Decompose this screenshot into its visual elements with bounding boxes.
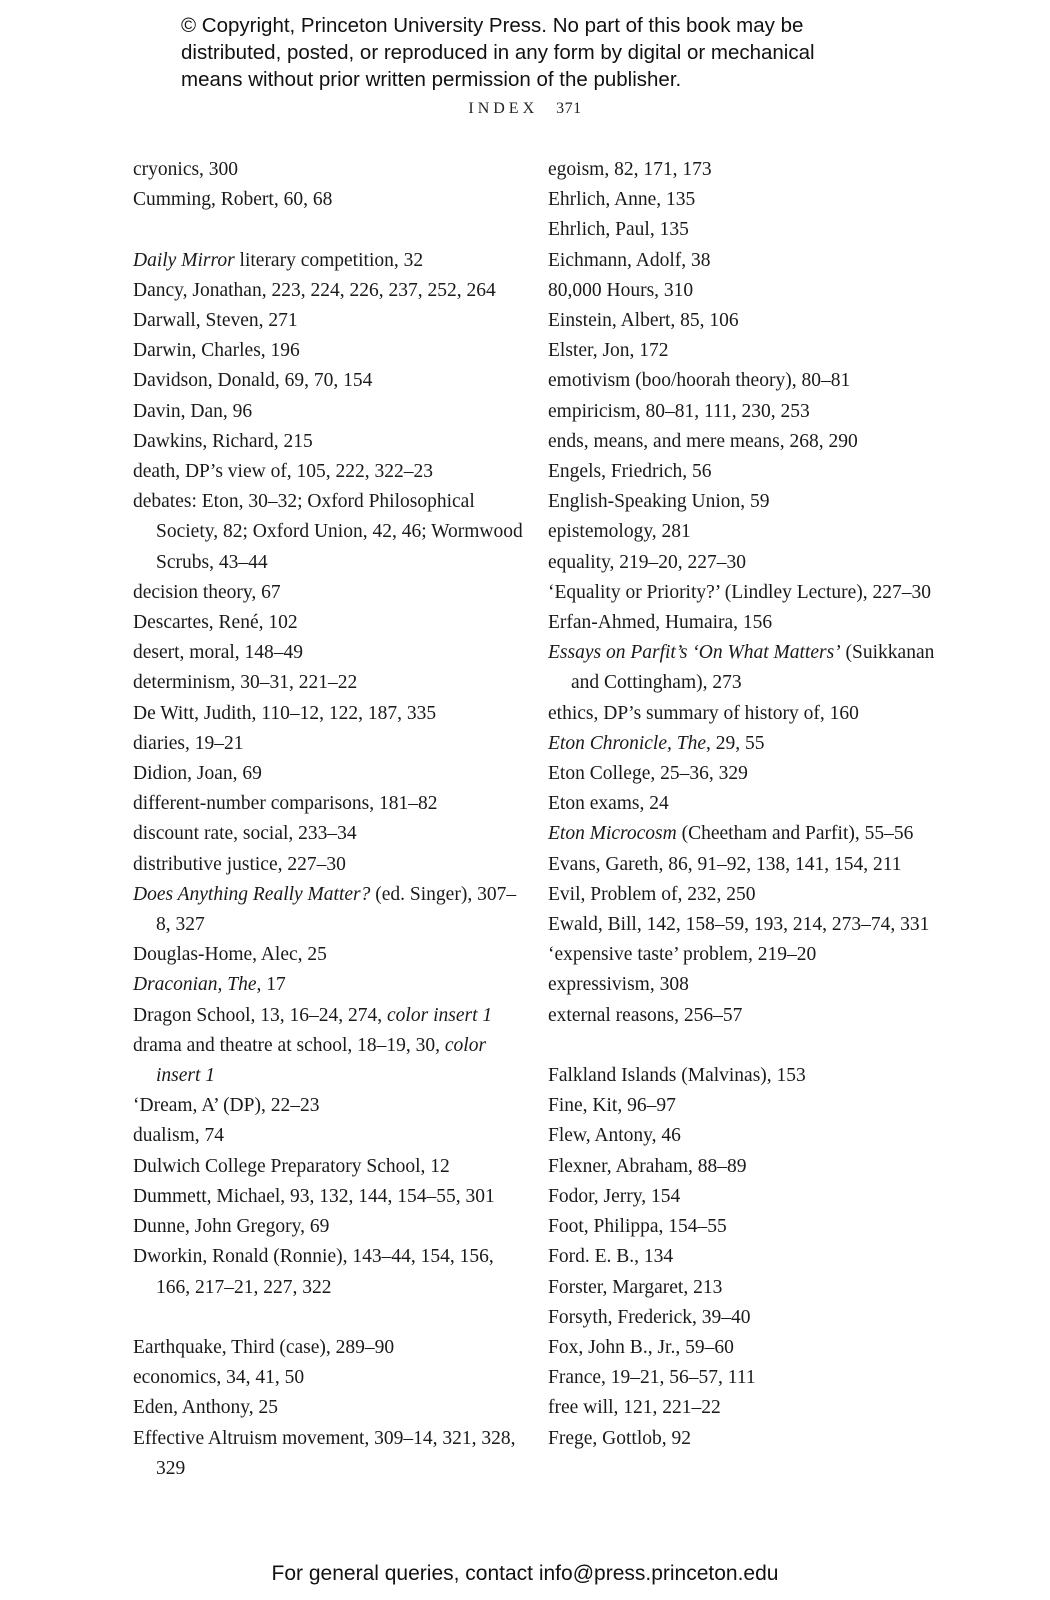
index-entry-text: Fine, Kit, 96–97 [548,1095,676,1117]
index-entry-text: 80,000 Hours, 310 [548,279,694,301]
index-entry [548,185,948,215]
index-entry-text: diaries, 19–21 [133,732,244,754]
index-entry [133,397,523,427]
index-entry-text: (Cheetham and Parfit), 55–56 [676,823,914,845]
index-entry-text: Ehrlich, Paul, 135 [548,219,689,241]
index-entry [548,1424,948,1454]
index-entry-text: decision theory, 67 [133,581,281,603]
index-entry [548,517,948,547]
index-entry-text: Darwin, Charles, 196 [133,340,300,362]
index-entry [133,638,523,668]
index-entry-text: death, DP’s view of, 105, 222, 322–23 [133,461,434,483]
index-entry [548,819,948,849]
index-entry [133,970,523,1000]
index-entry [133,366,523,396]
index-entry-text: debates: Eton, 30–32; Oxford Philosophical Society, 82; Oxford Union, 42, 46; Wormwood Scrubs, 43–44 [133,491,523,573]
index-entry-text: desert, moral, 148–49 [133,642,304,664]
index-entry [548,366,948,396]
index-entry [548,880,948,910]
index-entry-text: Frege, Gottlob, 92 [548,1427,691,1449]
index-entry [133,940,523,970]
index-entry [548,1091,948,1121]
index-entry-text: ethics, DP’s summary of history of, 160 [548,702,859,724]
index-entry [548,306,948,336]
index-entry-italic-text: Essays on Parfit’s ‘On What Matters’ [548,642,841,664]
index-entry [548,1182,948,1212]
index-entry-text: dualism, 74 [133,1125,224,1147]
index-entry [133,608,523,638]
index-entry [133,276,523,306]
index-entry-text: Dulwich College Preparatory School, 12 [133,1155,450,1177]
index-entry-text: drama and theatre at school, 18–19, 30, [133,1034,445,1056]
index-entry-text: English-Speaking Union, 59 [548,491,770,513]
index-entry-italic-text: Does Anything Really Matter? [133,883,371,905]
index-entry-text: egoism, 82, 171, 173 [548,159,712,180]
index-entry-text: Eden, Anthony, 25 [133,1397,278,1419]
index-entry-italic-text: Eton Microcosm [548,823,677,845]
index-entry-text: Evans, Gareth, 86, 91–92, 138, 141, 154, 211 [548,853,902,875]
index-entry [133,699,523,729]
index-entry-text: distributive justice, 227–30 [133,853,346,875]
index-entry-text: (ed. Singer), 307–8, 327 [156,883,517,936]
index-entry [548,759,948,789]
index-entry-text: ‘Dream, A’ (DP), 22–23 [133,1095,320,1117]
index-entry [548,246,948,276]
index-entry [548,578,948,608]
index-entry [548,1121,948,1151]
index-entry-text: Eton exams, 24 [548,793,669,815]
index-entry-text: Davidson, Donald, 69, 70, 154 [133,370,373,392]
index-entry [133,668,523,698]
index-entry [133,850,523,880]
index-entry [133,1121,523,1151]
index-entry [548,397,948,427]
index-entry [133,427,523,457]
index-entry-text: , 17 [256,974,286,996]
running-head-label: INDEX [468,100,539,117]
index-entry [548,487,948,517]
index-entry [133,880,523,940]
index-entry [133,1363,523,1393]
index-entry-text: Ford. E. B., 134 [548,1246,674,1268]
index-entry-text: (Suikkanan and Cottingham), 273 [571,642,935,694]
index-entry-text: Earthquake, Third (case), 289–90 [133,1336,395,1358]
index-entry [133,336,523,366]
index-entry-text: Cumming, Robert, 60, 68 [133,189,333,211]
index-entry-text: Erfan-Ahmed, Humaira, 156 [548,612,773,634]
index-entry [548,336,948,366]
index-entry-text: epistemology, 281 [548,521,691,543]
index-entry [548,789,948,819]
index-entry [548,1363,948,1393]
index-entry [548,910,948,940]
index-entry-italic-text: color insert 1 [156,1034,487,1087]
index-entry [548,1303,948,1333]
index-entry-text: , 29, 55 [705,732,765,754]
index-entry [133,1242,523,1302]
index-entry-text: economics, 34, 41, 50 [133,1367,305,1389]
index-entry [133,1031,523,1091]
index-entry-text: Ewald, Bill, 142, 158–59, 193, 214, 273–74, 331 [548,914,930,936]
running-head [0,100,1050,118]
index-entry [548,276,948,306]
index-entry [133,1001,523,1031]
index-entry [133,789,523,819]
index-entry-text: Falkland Islands (Malvinas), 153 [548,1065,806,1087]
index-entry [548,970,948,1000]
index-entry-italic-text: Daily Mirror [133,249,235,271]
index-entry [133,1182,523,1212]
index-entry-text: ends, means, and mere means, 268, 290 [548,430,858,452]
index-entry-text: emotivism (boo/hoorah theory), 80–81 [548,370,851,392]
index-entry-text: different-number comparisons, 181–82 [133,793,438,815]
index-entry-text: discount rate, social, 233–34 [133,823,357,845]
index-entry [133,185,523,215]
index-entry [133,759,523,789]
index-entry [548,155,948,185]
index-entry-text: ‘expensive taste’ problem, 219–20 [548,944,817,966]
index-entry-text: Elster, Jon, 172 [548,340,669,362]
index-entry-text: Davin, Dan, 96 [133,400,253,422]
copyright-line: means without prior written permission of the publisher. [181,68,682,91]
index-entry [548,457,948,487]
index-entry-text: Flexner, Abraham, 88–89 [548,1155,747,1177]
index-entry [133,1152,523,1182]
index-entry-text: ‘Equality or Priority?’ (Lindley Lecture), 227–30 [548,581,932,603]
index-entry-text: Einstein, Albert, 85, 106 [548,310,739,332]
index-entry-text: Forster, Margaret, 213 [548,1276,723,1298]
index-entry [548,1061,948,1091]
index-entry-text: Darwall, Steven, 271 [133,310,298,331]
index-entry [133,1333,523,1363]
index-entry-text: Dancy, Jonathan, 223, 224, 226, 237, 252, 264 [133,279,496,301]
index-entry [548,1212,948,1242]
index-entry-text: Fox, John B., Jr., 59–60 [548,1336,734,1358]
index-entry [133,487,523,578]
index-entry [133,1424,523,1484]
index-entry-text: Flew, Antony, 46 [548,1125,681,1147]
index-entry [548,1333,948,1363]
index-entry [133,306,523,336]
index-entry-text: free will, 121, 221–22 [548,1397,721,1419]
index-entry [133,155,523,185]
index-entry-text: Dummett, Michael, 93, 132, 144, 154–55, 301 [133,1185,495,1207]
index-entry [548,1001,948,1031]
index-entry-text: external reasons, 256–57 [548,1004,743,1026]
copyright-line: © Copyright, Princeton University Press. No part of this book may be [181,14,804,37]
index-entry [133,578,523,608]
index-entry-text: Descartes, René, 102 [133,612,298,634]
index-entry [548,1242,948,1272]
index-column-left [133,155,523,1484]
index-entry-text: Eton College, 25–36, 329 [548,763,748,785]
index-entry-text: Forsyth, Frederick, 39–40 [548,1306,751,1328]
index-entry [548,638,948,698]
index-entry-italic-text: color insert 1 [387,1004,493,1026]
index-entry [548,1393,948,1423]
index-entry [133,1091,523,1121]
index-entry-text: literary competition, 32 [234,249,424,271]
index-entry [133,246,523,276]
index-entry-text: equality, 219–20, 227–30 [548,551,747,573]
index-entry [133,1393,523,1423]
index-entry [548,215,948,245]
index-entry [548,548,948,578]
index-entry-text: Foot, Philippa, 154–55 [548,1216,727,1238]
index-entry-text: Evil, Problem of, 232, 250 [548,883,756,905]
index-entry [548,850,948,880]
index-entry-text: De Witt, Judith, 110–12, 122, 187, 335 [133,702,437,724]
index-entry-text: empiricism, 80–81, 111, 230, 253 [548,400,810,422]
index-entry [133,457,523,487]
index-entry [133,819,523,849]
index-entry [548,1273,948,1303]
index-entry-text: Engels, Friedrich, 56 [548,461,712,483]
index-entry-text: Effective Altruism movement, 309–14, 321, 328, 329 [133,1427,516,1479]
index-entry-text: Ehrlich, Anne, 135 [548,189,696,211]
index-entry [133,1212,523,1242]
copyright-line: distributed, posted, or reproduced in any form by digital or mechanical [181,41,815,64]
index-entry-text: Dworkin, Ronald (Ronnie), 143–44, 154, 156, 166, 217–21, 227, 322 [133,1246,494,1298]
index-entry [548,427,948,457]
index-entry [548,699,948,729]
index-entry [548,940,948,970]
index-entry [133,729,523,759]
copyright-notice [181,12,941,93]
index-entry [548,608,948,638]
index-entry-italic-text: Draconian, The [133,974,257,996]
index-entry-text: cryonics, 300 [133,159,239,180]
index-entry-text: Douglas-Home, Alec, 25 [133,944,327,966]
footer-contact: For general queries, contact info@press.princeton.edu [271,1562,779,1585]
index-entry-text: determinism, 30–31, 221–22 [133,672,358,694]
index-column-right [548,155,948,1454]
index-entry-text: France, 19–21, 56–57, 111 [548,1367,756,1389]
index-entry-text: Dunne, John Gregory, 69 [133,1216,330,1238]
index-entry [548,729,948,759]
index-entry-text: Dragon School, 13, 16–24, 274, [133,1004,388,1026]
index-entry [548,1152,948,1182]
index-entry-text: Dawkins, Richard, 215 [133,430,313,452]
index-entry-text: Didion, Joan, 69 [133,763,262,785]
index-entry-text: Fodor, Jerry, 154 [548,1185,681,1207]
index-entry-text: expressivism, 308 [548,974,689,996]
index-entry-italic-text: Eton Chronicle, The [548,732,706,754]
page-number: 371 [556,100,582,117]
index-entry-text: Eichmann, Adolf, 38 [548,249,711,271]
